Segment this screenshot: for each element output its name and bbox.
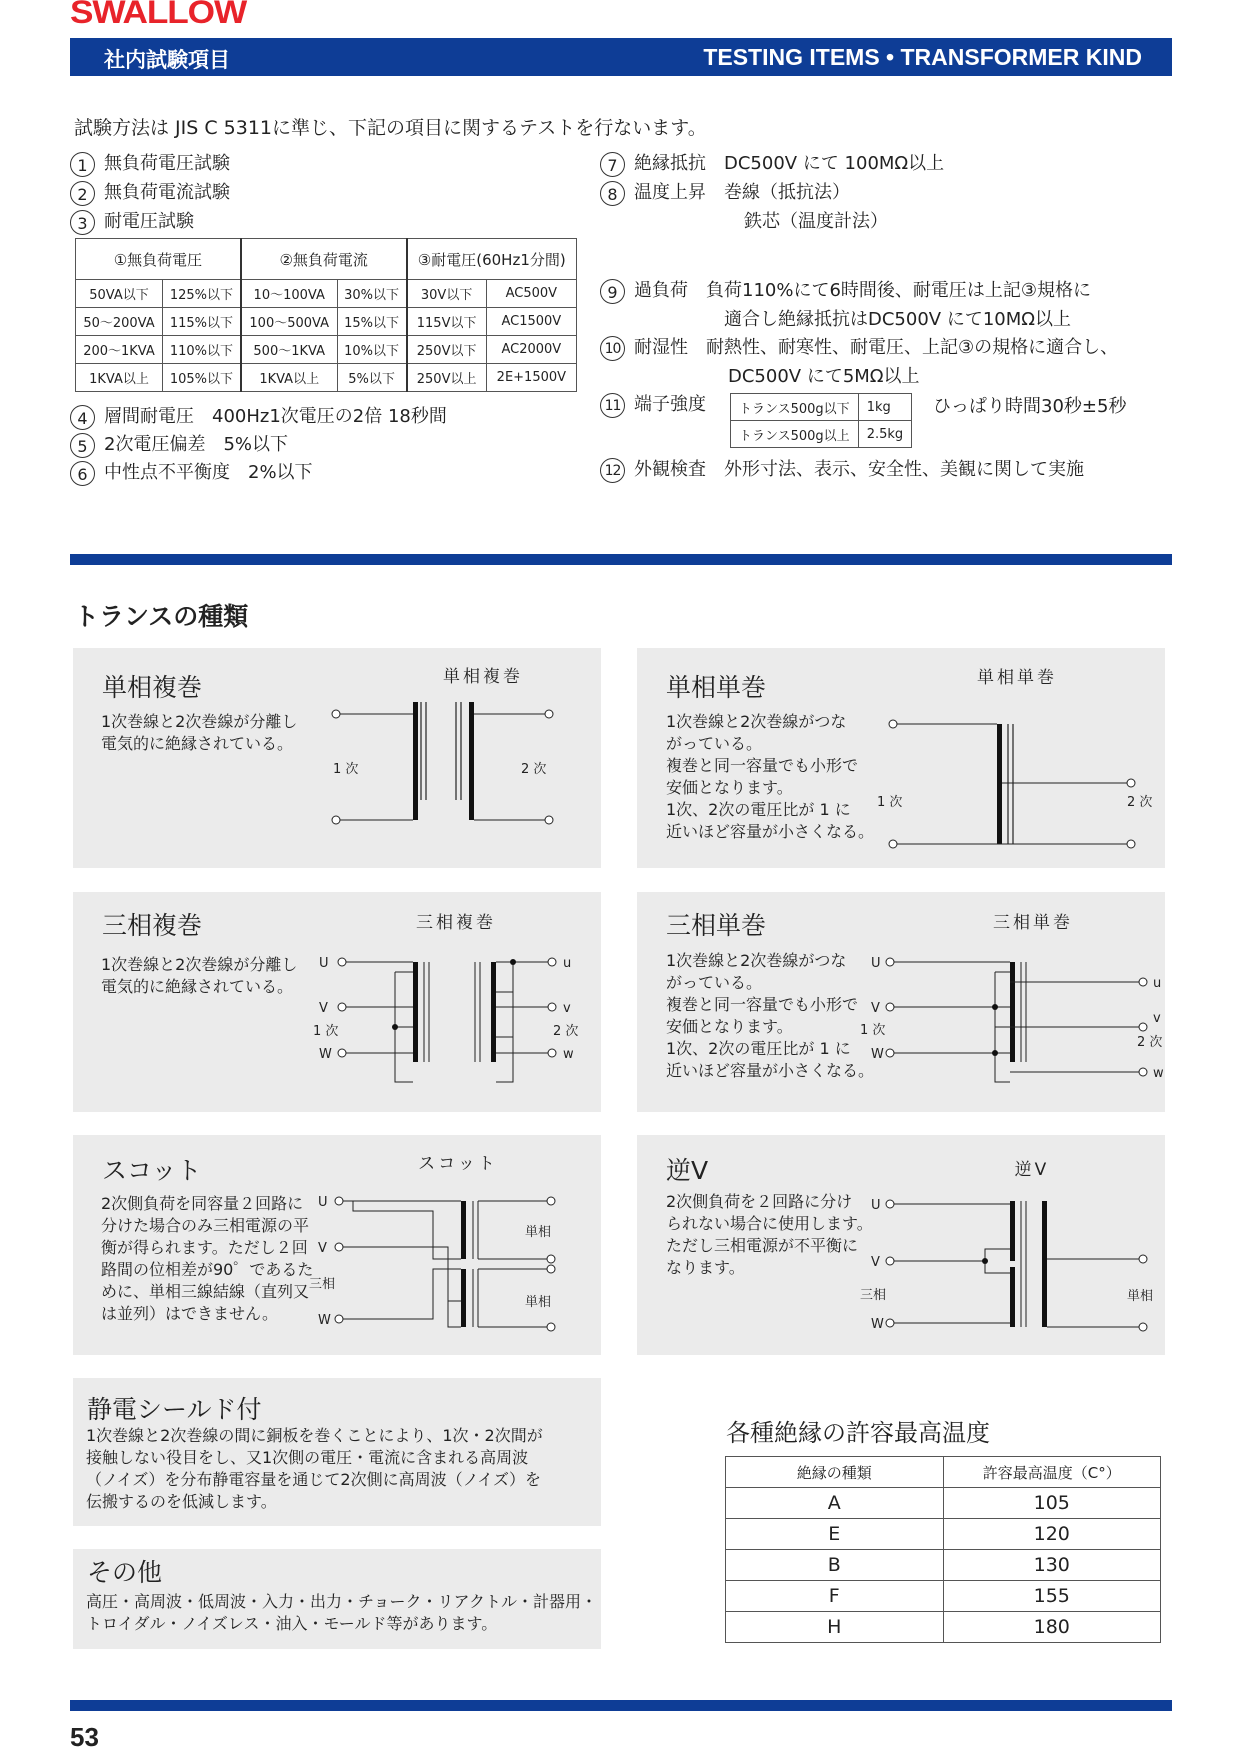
terminal-u: u xyxy=(563,956,572,971)
primary-label: 1 次 xyxy=(313,1024,339,1039)
secondary-label: 2 次 xyxy=(521,762,547,777)
table-row: 200〜1KVA 110%以下 500〜1KVA 10%以下 250V以下 AC2000V xyxy=(76,336,577,364)
panel-static-shield xyxy=(73,1378,601,1526)
table-header: ③耐電圧(60Hz1分間) xyxy=(407,239,577,280)
panel-others xyxy=(73,1549,601,1649)
terminal-v: v xyxy=(1153,1011,1161,1026)
test-item-10-sub: DC500V にて5MΩ以上 xyxy=(728,366,920,387)
diagram-title: 三相複巻 xyxy=(416,913,496,933)
terminal-W: W xyxy=(318,1313,331,1328)
header-bar xyxy=(70,38,1172,76)
single-phase-label: 単相 xyxy=(1127,1289,1154,1304)
panel-title: 三相単巻 xyxy=(666,911,767,940)
test-item-8-sub: 鉄芯（温度計法） xyxy=(744,211,888,232)
kinds-title: トランスの種類 xyxy=(74,602,249,631)
page-number: 53 xyxy=(70,1722,99,1752)
table-row: F 155 xyxy=(726,1581,1161,1612)
secondary-label: 2 次 xyxy=(1127,795,1153,810)
test-item-3: 3 耐電圧試験 xyxy=(70,207,194,235)
terminal-strength-table xyxy=(730,393,912,448)
test-item-11: 11 端子強度 xyxy=(600,390,706,418)
secondary-label: 2 次 xyxy=(1137,1035,1163,1050)
table-header: ①無負荷電圧 xyxy=(76,239,241,280)
panel-scott xyxy=(73,1135,601,1355)
table-row: 50VA以下 125%以下 10〜100VA 30%以下 30V以下 AC500V xyxy=(76,280,577,308)
panel-desc: 1次巻線と2次巻線がつな がっている。 複巻と同一容量でも小形で 安価となります。 1次、2次の電圧比が 1 に 近いほど容量が小さくなる。 xyxy=(666,951,875,1080)
single-phase-label-2: 単相 xyxy=(525,1295,552,1310)
intro-text: 試験方法は JIS C 5311に準じ、下記の項目に関するテストを行ないます。 xyxy=(74,117,707,139)
test-item-10: 10 耐湿性 耐熱性、耐寒性、耐電圧、上記③の規格に適合し、 xyxy=(600,333,1118,361)
terminal-U: U xyxy=(871,956,881,971)
panel-title: 単相複巻 xyxy=(102,673,203,702)
terminal-v: v xyxy=(563,1001,571,1016)
terminal-V: V xyxy=(871,1255,880,1270)
diagram-title: 三相単巻 xyxy=(993,913,1073,933)
scott-diagram xyxy=(309,1151,601,1351)
table-header: 許容最高温度（C°） xyxy=(943,1457,1161,1488)
terminal-u: u xyxy=(1153,976,1162,991)
panel-title: スコット xyxy=(102,1156,202,1185)
panel-desc: 1次巻線と2次巻線がつな がっている。 複巻と同一容量でも小形で 安価となります。 1次、2次の電圧比が 1 に 近いほど容量が小さくなる。 xyxy=(666,712,875,841)
panel-desc: 1次巻線と2次巻線が分離し 電気的に絶縁されている。 xyxy=(101,712,298,753)
table-header: ②無負荷電流 xyxy=(241,239,407,280)
terminal-V: V xyxy=(318,1241,327,1256)
diagram-title: スコット xyxy=(418,1154,498,1174)
insulation-title: 各種絶縁の許容最高温度 xyxy=(726,1419,990,1447)
panel-single-phase-double xyxy=(73,648,601,868)
test-item-1: 1 無負荷電圧試験 xyxy=(70,149,230,177)
test-item-11-note: ひっぱり時間30秒±5秒 xyxy=(933,396,1127,417)
primary-label: 1 次 xyxy=(877,795,903,810)
terminal-U: U xyxy=(319,956,329,971)
diagram-title: 単相複巻 xyxy=(443,667,523,687)
panel-title: 静電シールド付 xyxy=(87,1395,262,1424)
terminal-W: W xyxy=(871,1047,884,1062)
terminal-W: W xyxy=(871,1317,884,1332)
terminal-W: W xyxy=(319,1047,332,1062)
three-phase-label: 三相 xyxy=(309,1277,336,1292)
terminal-V: V xyxy=(319,1001,328,1016)
three-phase-label: 三相 xyxy=(860,1288,887,1303)
test-table xyxy=(75,238,577,392)
table-row: 1KVA以上 105%以下 1KVA以上 5%以下 250V以上 2E+1500V xyxy=(76,364,577,392)
single-phase-double-diagram xyxy=(313,668,601,868)
terminal-w: w xyxy=(563,1047,574,1062)
single-phase-label-1: 単相 xyxy=(525,1225,552,1240)
panel-title: その他 xyxy=(87,1558,163,1587)
panel-desc: 2次側負荷を２回路に分け られない場合に使用します。 ただし三相電源が不平衡に なります。 xyxy=(666,1192,873,1277)
test-item-9-sub: 適合し絶縁抵抗はDC500V にて10MΩ以上 xyxy=(724,309,1072,330)
table-row: トランス500g以上 2.5kg xyxy=(731,421,912,448)
table-row: トランス500g以下 1kg xyxy=(731,394,912,421)
panel-desc: 1次巻線と2次巻線が分離し 電気的に絶縁されている。 xyxy=(101,955,298,996)
secondary-label: 2 次 xyxy=(553,1024,579,1039)
panel-title: 逆V xyxy=(666,1156,709,1185)
test-item-5: 5 2次電圧偏差 5%以下 xyxy=(70,430,288,458)
test-item-4: 4 層間耐電圧 400Hz1次電圧の2倍 18秒間 xyxy=(70,402,447,430)
three-phase-auto-diagram xyxy=(860,910,1165,1110)
insulation-table xyxy=(725,1456,1161,1643)
terminal-U: U xyxy=(871,1198,881,1213)
table-row: H 180 xyxy=(726,1612,1161,1643)
three-phase-double-diagram xyxy=(313,910,601,1110)
brand-logo: SWALLOW xyxy=(70,0,247,30)
panel-title: 三相複巻 xyxy=(102,911,203,940)
primary-label: 1 次 xyxy=(860,1023,886,1038)
primary-label: 1 次 xyxy=(333,762,359,777)
panel-desc: 高圧・高周波・低周波・入力・出力・チョーク・リアクトル・計器用・ トロイダル・ノイズレス・油入・モールド等があります。 xyxy=(86,1592,598,1633)
test-item-2: 2 無負荷電流試験 xyxy=(70,178,230,206)
inverse-v-diagram xyxy=(860,1151,1165,1351)
table-row: E 120 xyxy=(726,1519,1161,1550)
single-phase-auto-diagram xyxy=(877,668,1165,868)
panel-three-phase-double xyxy=(73,892,601,1112)
terminal-U: U xyxy=(318,1195,328,1210)
table-row: B 130 xyxy=(726,1550,1161,1581)
test-item-12: 12 外観検査 外形寸法、表示、安全性、美観に関して実施 xyxy=(600,455,1084,483)
terminal-V: V xyxy=(871,1001,880,1016)
test-item-6: 6 中性点不平衡度 2%以下 xyxy=(70,458,313,486)
test-item-9: 9 過負荷 負荷110%にて6時間後、耐電圧は上記③規格に xyxy=(600,276,1091,304)
panel-title: 単相単巻 xyxy=(666,673,767,702)
test-item-7: 7 絶縁抵抗 DC500V にて 100MΩ以上 xyxy=(600,149,944,177)
terminal-w: w xyxy=(1153,1066,1164,1081)
test-item-8: 8 温度上昇 巻線（抵抗法） xyxy=(600,178,850,206)
panel-single-phase-auto xyxy=(637,648,1165,868)
table-header: 絶縁の種類 xyxy=(726,1457,944,1488)
diagram-title: 単相単巻 xyxy=(977,668,1057,688)
footer-divider xyxy=(70,1700,1172,1711)
table-row: 50〜200VA 115%以下 100〜500VA 15%以下 115V以下 AC1500V xyxy=(76,308,577,336)
panel-inverse-v xyxy=(637,1135,1165,1355)
header-right-title: TESTING ITEMS • TRANSFORMER KIND xyxy=(703,44,1142,70)
panel-three-phase-auto xyxy=(637,892,1165,1112)
diagram-title: 逆V xyxy=(1014,1160,1050,1180)
section-divider xyxy=(70,554,1172,565)
header-left-title: 社内試験項目 xyxy=(104,48,230,72)
panel-desc: 2次側負荷を同容量２回路に 分けた場合のみ三相電源の平 衡が得られます。ただし２回 路間の位相差が90゜であるた めに、単相三線結線（直列又 は並列）はできません。 xyxy=(101,1194,314,1323)
table-row: A 105 xyxy=(726,1488,1161,1519)
panel-desc: 1次巻線と2次巻線の間に銅板を巻くことにより、1次・2次間が 接触しない役目をし、又1次側の電圧・電流に含まれる高周波 （ノイズ）を分布静電容量を通じて2次側に高周波（ノイズ）を 伝搬するのを低減します。 xyxy=(86,1426,543,1511)
